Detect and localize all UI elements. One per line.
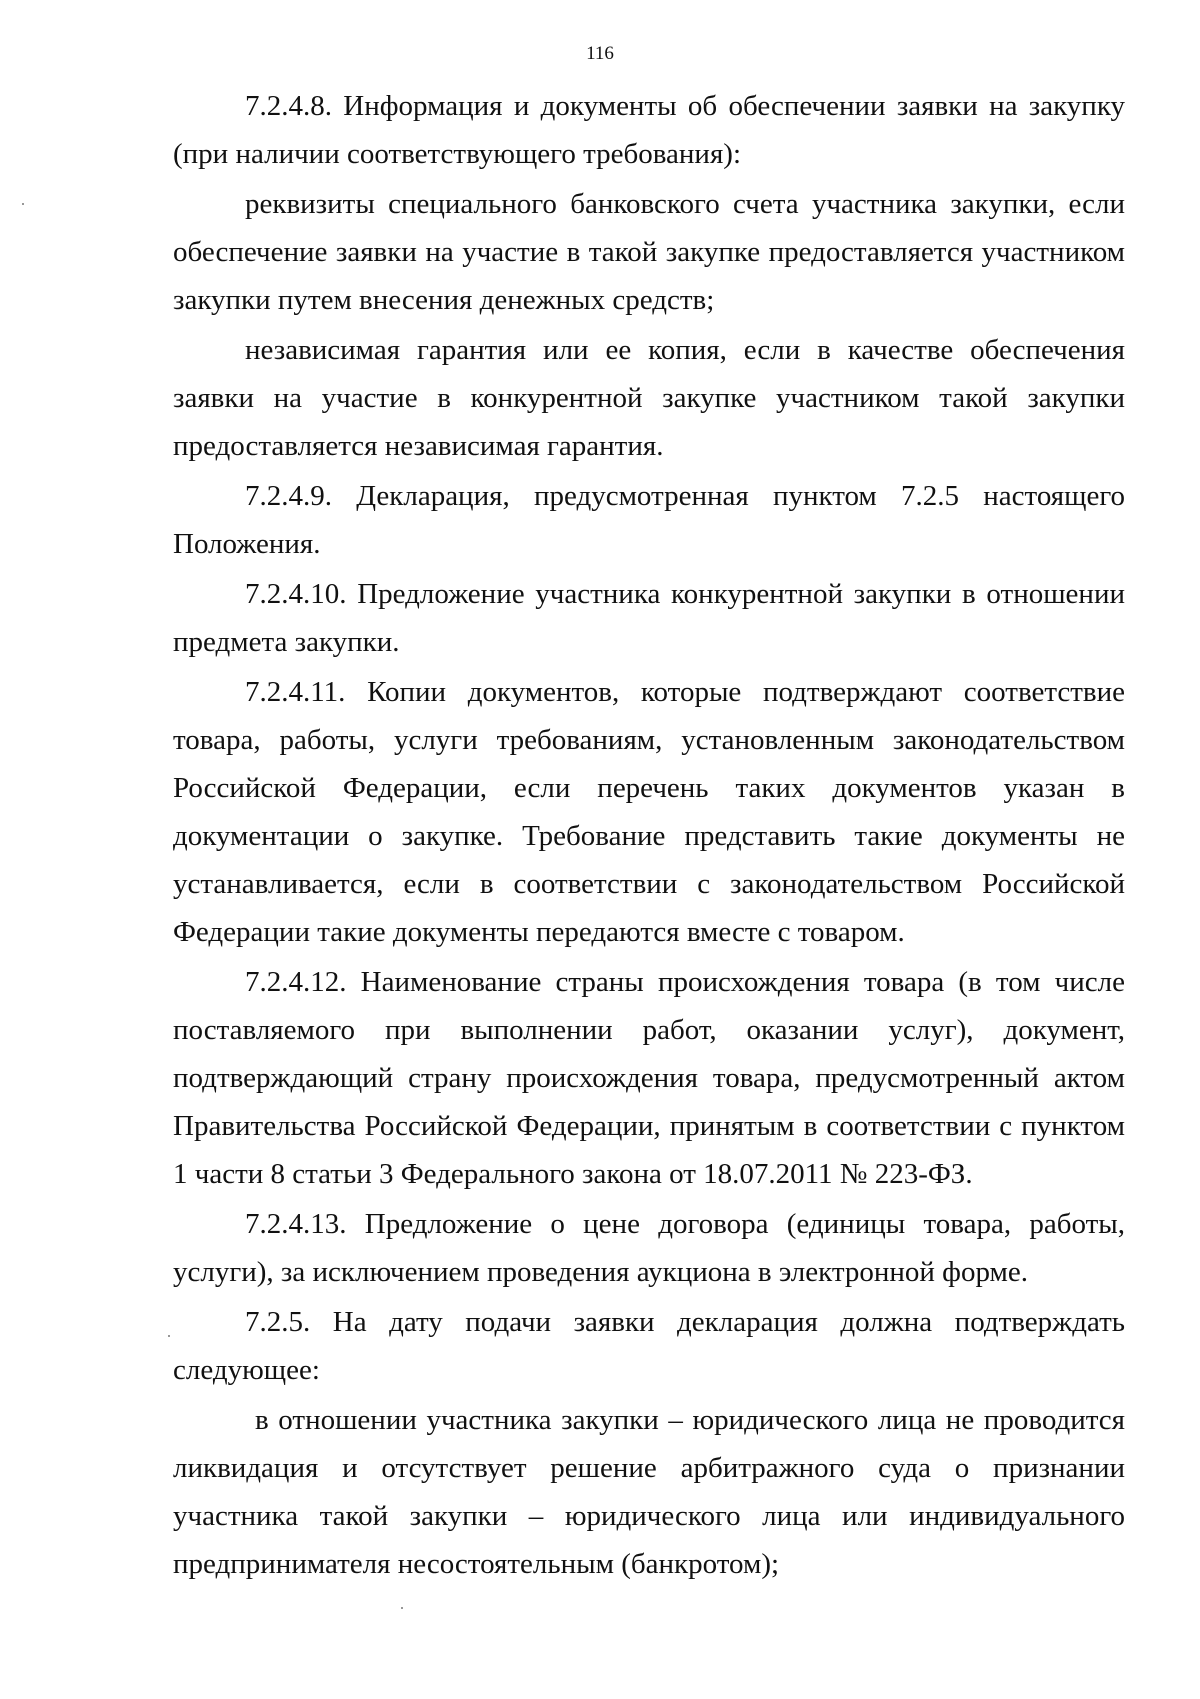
paragraph-7-2-4-11: 7.2.4.11. Копии документов, которые подтверждают соответствие товара, работы, услуги требованиям, установленным законодательством Российской Федерации, если перечень таких документов указан в документации о закупке. Требование представить такие документы не устанавливается, если в соответствии с законодательством Российской Федерации такие документы передаются вместе с товаром. [173,676,1125,948]
paragraph-liquidation: в отношении участника закупки – юридического лица не проводится ликвидация и отсутствует решение арбитражного суда о признании участника такой закупки – юридического лица или индивидуального предпринимателя несостоятельным (банкротом); [173,1404,1125,1580]
paragraph-7-2-4-13: 7.2.4.13. Предложение о цене договора (единицы товара, работы, услуги), за исключением проведения аукциона в электронной форме. [173,1208,1125,1288]
page-number: 116 [586,43,614,64]
scan-speck [168,1335,170,1337]
document-body [173,82,1125,1590]
scan-speck [22,203,24,205]
scan-speck [401,1607,403,1609]
paragraph-7-2-4-10: 7.2.4.10. Предложение участника конкурентной закупки в отношении предмета закупки. [173,578,1125,658]
paragraph-7-2-4-9: 7.2.4.9. Декларация, предусмотренная пунктом 7.2.5 настоящего Положения. [173,480,1125,560]
paragraph-7-2-4-8: 7.2.4.8. Информация и документы об обеспечении заявки на закупку (при наличии соответствующего требования): [173,90,1125,170]
paragraph-7-2-5: 7.2.5. На дату подачи заявки декларация должна подтверждать следующее: [173,1306,1125,1386]
paragraph-independent-guarantee: независимая гарантия или ее копия, если в качестве обеспечения заявки на участие в конкурентной закупке участником такой закупки предоставляется независимая гарантия. [173,334,1125,462]
paragraph-bank-account-details: реквизиты специального банковского счета участника закупки, если обеспечение заявки на участие в такой закупке предоставляется участником закупки путем внесения денежных средств; [173,188,1125,316]
paragraph-7-2-4-12: 7.2.4.12. Наименование страны происхождения товара (в том числе поставляемого при выполнении работ, оказании услуг), документ, подтверждающий страну происхождения товара, предусмотренный актом Правительства Российской Федерации, принятым в соответствии с пунктом 1 части 8 статьи 3 Федерального закона от 18.07.2011 № 223-ФЗ. [173,966,1125,1190]
